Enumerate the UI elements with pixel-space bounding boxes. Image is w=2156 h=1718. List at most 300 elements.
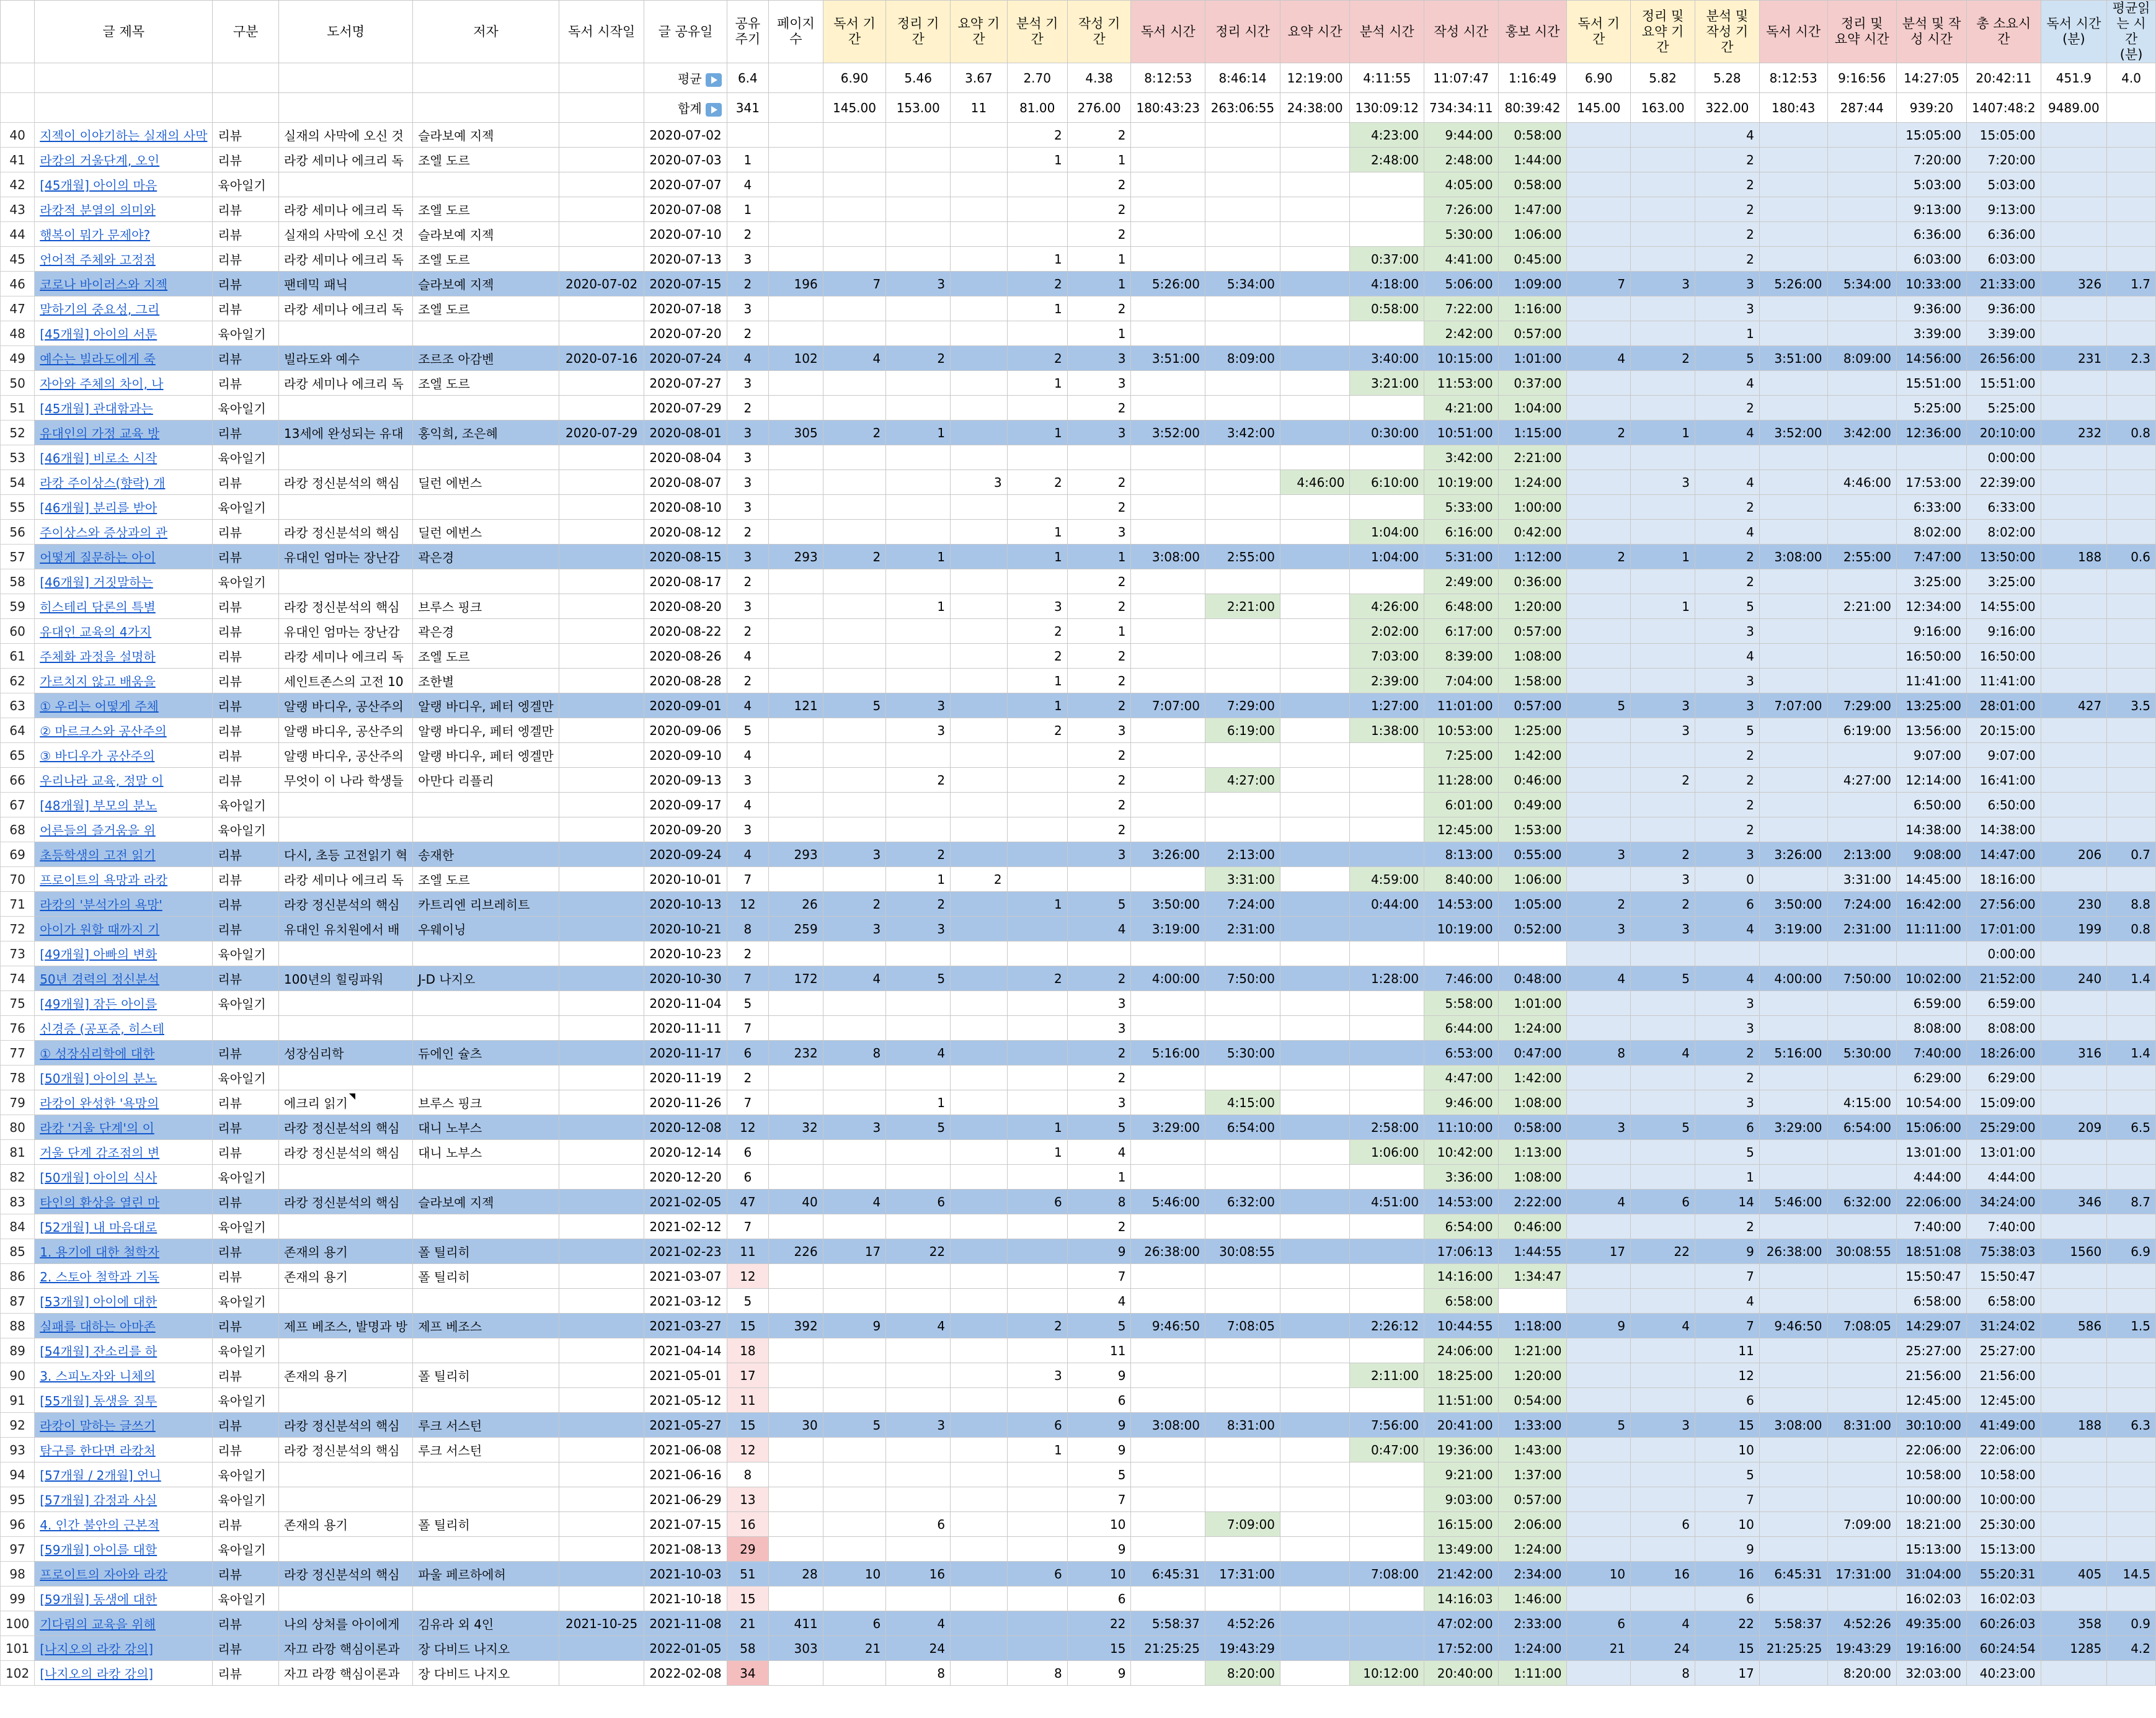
cell[interactable]: 1:05:00	[1498, 892, 1567, 917]
cell[interactable]: 26	[769, 892, 823, 917]
cell[interactable]	[769, 247, 823, 272]
cell[interactable]	[1280, 321, 1350, 346]
cell[interactable]	[1567, 1512, 1631, 1537]
cell[interactable]: 6:54:00	[1827, 1115, 1896, 1140]
cell[interactable]	[1205, 172, 1280, 197]
cell[interactable]: 3	[886, 917, 951, 941]
cell[interactable]	[1205, 1363, 1280, 1388]
cell[interactable]: 15:09:00	[1967, 1090, 2041, 1115]
cell[interactable]	[2107, 569, 2156, 594]
cell[interactable]	[1205, 1066, 1280, 1090]
cell[interactable]: 55:20:31	[1967, 1562, 2041, 1587]
cell[interactable]: 2020-11-19	[644, 1066, 727, 1090]
row-number[interactable]: 75	[1, 991, 35, 1016]
cell[interactable]: 25:27:00	[1896, 1338, 1966, 1363]
row-number[interactable]: 93	[1, 1438, 35, 1462]
row-number[interactable]: 65	[1, 743, 35, 768]
cell[interactable]: 2	[1007, 346, 1067, 371]
cell[interactable]: 1	[1695, 321, 1759, 346]
cell[interactable]: 6	[1567, 1611, 1631, 1636]
cell[interactable]	[1631, 619, 1695, 644]
cell[interactable]	[1280, 197, 1350, 222]
cell[interactable]	[278, 1537, 412, 1562]
cell[interactable]: 1:08:00	[1498, 1090, 1567, 1115]
cell[interactable]	[2107, 495, 2156, 520]
cell[interactable]	[2107, 743, 2156, 768]
cell[interactable]	[1280, 1462, 1350, 1487]
cell[interactable]: 427	[2041, 693, 2107, 718]
cell[interactable]: 17	[1695, 1661, 1759, 1686]
cell[interactable]: 1	[1067, 321, 1131, 346]
cell[interactable]	[1759, 817, 1827, 842]
cell[interactable]	[559, 1239, 644, 1264]
cell[interactable]	[1759, 1016, 1827, 1041]
cell[interactable]: 3	[886, 718, 951, 743]
cell[interactable]: 라캉 정신분석의 핵심	[278, 520, 412, 545]
cell[interactable]	[951, 1190, 1008, 1214]
cell[interactable]: 2	[886, 768, 951, 793]
cell[interactable]: 2:26:12	[1350, 1314, 1424, 1338]
cell[interactable]: 188	[2041, 545, 2107, 569]
cell[interactable]: 8:31:00	[1827, 1413, 1896, 1438]
cell[interactable]: 알랭 바디우, 공산주의	[278, 743, 412, 768]
cell[interactable]: 21:25:25	[1759, 1636, 1827, 1661]
aggregate-cell[interactable]: 5.28	[1695, 63, 1759, 93]
cell[interactable]: 10:19:00	[1424, 917, 1499, 941]
cell[interactable]: 실재의 사막에 오신 것	[278, 222, 412, 247]
cell[interactable]	[1007, 743, 1067, 768]
cell[interactable]: 1:01:00	[1498, 991, 1567, 1016]
cell[interactable]	[886, 669, 951, 693]
cell[interactable]: 1:42:00	[1498, 743, 1567, 768]
cell[interactable]	[1759, 1066, 1827, 1090]
column-header[interactable]: 독서 시간 (분)	[2041, 1, 2107, 63]
cell[interactable]	[2041, 148, 2107, 172]
cell[interactable]: 18:25:00	[1424, 1363, 1499, 1388]
cell[interactable]	[559, 1462, 644, 1487]
cell[interactable]	[769, 396, 823, 421]
row-number[interactable]: 95	[1, 1487, 35, 1512]
aggregate-cell[interactable]: 145.00	[1567, 93, 1631, 123]
aggregate-cell[interactable]: 276.00	[1067, 93, 1131, 123]
cell[interactable]: 1:04:00	[1350, 545, 1424, 569]
post-title-link[interactable]: 말하기의 중요성, 그리	[35, 296, 213, 321]
cell[interactable]	[1827, 793, 1896, 817]
cell[interactable]: 305	[769, 421, 823, 445]
cell[interactable]	[1567, 718, 1631, 743]
cell[interactable]: 2	[1067, 495, 1131, 520]
cell[interactable]: 16:50:00	[1967, 644, 2041, 669]
cell[interactable]	[1131, 1264, 1205, 1289]
cell[interactable]	[886, 1289, 951, 1314]
cell[interactable]: 6.5	[2107, 1115, 2156, 1140]
cell[interactable]: 21:56:00	[1967, 1363, 2041, 1388]
cell[interactable]: 4:41:00	[1424, 247, 1499, 272]
cell[interactable]	[559, 148, 644, 172]
aggregate-cell[interactable]: 14:27:05	[1896, 63, 1966, 93]
cell[interactable]	[2041, 123, 2107, 148]
cell[interactable]: 유대인 유치원에서 배	[278, 917, 412, 941]
cell[interactable]	[1759, 1661, 1827, 1686]
cell[interactable]: 육아일기	[213, 569, 278, 594]
cell[interactable]: 2	[1067, 817, 1131, 842]
cell[interactable]: 0:47:00	[1498, 1041, 1567, 1066]
cell[interactable]: 4	[1067, 1289, 1131, 1314]
cell[interactable]	[951, 793, 1008, 817]
cell[interactable]: 3	[823, 917, 886, 941]
cell[interactable]	[1007, 222, 1067, 247]
cell[interactable]: 알랭 바디우, 공산주의	[278, 693, 412, 718]
cell[interactable]: 2021-05-27	[644, 1413, 727, 1438]
cell[interactable]: 6:58:00	[1896, 1289, 1966, 1314]
cell[interactable]: 3	[1695, 842, 1759, 867]
cell[interactable]	[35, 63, 213, 93]
cell[interactable]: 3:26:00	[1759, 842, 1827, 867]
cell[interactable]	[1007, 1041, 1067, 1066]
cell[interactable]: 아만다 리플리	[413, 768, 559, 793]
cell[interactable]: 25:27:00	[1967, 1338, 2041, 1363]
cell[interactable]: 2021-06-29	[644, 1487, 727, 1512]
cell[interactable]: 22	[1067, 1611, 1131, 1636]
cell[interactable]: 14:56:00	[1896, 346, 1966, 371]
cell[interactable]: 26:38:00	[1759, 1239, 1827, 1264]
cell[interactable]	[1350, 1388, 1424, 1413]
cell[interactable]	[2107, 594, 2156, 619]
cell[interactable]: 3	[1067, 1016, 1131, 1041]
cell[interactable]: 6:19:00	[1827, 718, 1896, 743]
cell[interactable]: 2	[1067, 1066, 1131, 1090]
cell[interactable]: 딜런 에번스	[413, 520, 559, 545]
cell[interactable]	[1567, 247, 1631, 272]
cell[interactable]	[1131, 520, 1205, 545]
cell[interactable]	[769, 1016, 823, 1041]
cell[interactable]	[951, 1090, 1008, 1115]
cell[interactable]	[2107, 941, 2156, 966]
cell[interactable]: 리뷰	[213, 1413, 278, 1438]
post-title-link[interactable]: 라캉적 분열의 의미와	[35, 197, 213, 222]
cell[interactable]: 25:29:00	[1967, 1115, 2041, 1140]
cell[interactable]: 0:00:00	[1967, 445, 2041, 470]
cell[interactable]: 7:50:00	[1205, 966, 1280, 991]
cell[interactable]	[1350, 1636, 1424, 1661]
cell[interactable]	[769, 1165, 823, 1190]
cell[interactable]	[823, 619, 886, 644]
post-title-link[interactable]: 라캉이 말하는 글쓰기	[35, 1413, 213, 1438]
cell[interactable]	[1007, 396, 1067, 421]
cell[interactable]	[1007, 1338, 1067, 1363]
row-number[interactable]: 40	[1, 123, 35, 148]
cell[interactable]	[559, 470, 644, 495]
cell[interactable]: 3	[886, 272, 951, 296]
cell[interactable]: 1:06:00	[1498, 867, 1567, 892]
cell[interactable]: 0:42:00	[1498, 520, 1567, 545]
cell[interactable]: 22	[1631, 1239, 1695, 1264]
cell[interactable]: 15:51:00	[1967, 371, 2041, 396]
cell[interactable]: 4.2	[2107, 1636, 2156, 1661]
cell[interactable]: 6:33:00	[1967, 495, 2041, 520]
cell[interactable]	[1205, 644, 1280, 669]
sum-label[interactable]	[644, 93, 727, 123]
cell[interactable]: 14:29:07	[1896, 1314, 1966, 1338]
cell[interactable]: 1	[886, 867, 951, 892]
cell[interactable]	[1131, 718, 1205, 743]
row-number[interactable]: 74	[1, 966, 35, 991]
cell[interactable]	[886, 1587, 951, 1611]
cell[interactable]: 2	[1067, 569, 1131, 594]
cell[interactable]	[2107, 1537, 2156, 1562]
cell[interactable]	[1567, 817, 1631, 842]
cell[interactable]: 2021-10-03	[644, 1562, 727, 1587]
cell[interactable]: 5:26:00	[1131, 272, 1205, 296]
cell[interactable]	[1567, 123, 1631, 148]
cell[interactable]: 3	[1631, 1413, 1695, 1438]
cell[interactable]	[769, 123, 823, 148]
cell[interactable]	[1631, 1587, 1695, 1611]
cell[interactable]	[1007, 941, 1067, 966]
cell[interactable]	[769, 569, 823, 594]
cell[interactable]	[769, 1090, 823, 1115]
cell[interactable]: J-D 나지오	[413, 966, 559, 991]
cell[interactable]	[2041, 1165, 2107, 1190]
cell[interactable]	[823, 520, 886, 545]
cell[interactable]	[1827, 1537, 1896, 1562]
cell[interactable]: 5	[1067, 1462, 1131, 1487]
cell[interactable]: 육아일기	[213, 1214, 278, 1239]
cell[interactable]	[1827, 1016, 1896, 1041]
cell[interactable]	[1759, 520, 1827, 545]
cell[interactable]	[559, 1190, 644, 1214]
cell[interactable]: 라캉 세미나 에크리 독	[278, 148, 412, 172]
cell[interactable]: 1	[1067, 272, 1131, 296]
cell[interactable]: 4:44:00	[1896, 1165, 1966, 1190]
cell[interactable]: 장 다비드 나지오	[413, 1636, 559, 1661]
cell[interactable]: 2020-08-10	[644, 495, 727, 520]
cell[interactable]: 4	[727, 793, 768, 817]
cell[interactable]	[1205, 817, 1280, 842]
cell[interactable]: 1	[1007, 371, 1067, 396]
cell[interactable]: 8	[727, 917, 768, 941]
cell[interactable]: 1:16:00	[1498, 296, 1567, 321]
cell[interactable]	[559, 495, 644, 520]
row-number[interactable]: 91	[1, 1388, 35, 1413]
cell[interactable]	[1131, 1661, 1205, 1686]
cell[interactable]: 2021-02-23	[644, 1239, 727, 1264]
cell[interactable]	[769, 445, 823, 470]
cell[interactable]: 2021-03-12	[644, 1289, 727, 1314]
cell[interactable]	[2107, 619, 2156, 644]
cell[interactable]	[559, 545, 644, 569]
cell[interactable]: 5:33:00	[1424, 495, 1499, 520]
cell[interactable]: 6:59:00	[1896, 991, 1966, 1016]
cell[interactable]	[413, 569, 559, 594]
cell[interactable]	[769, 718, 823, 743]
cell[interactable]	[1631, 222, 1695, 247]
cell[interactable]: 2022-02-08	[644, 1661, 727, 1686]
cell[interactable]: 5:30:00	[1205, 1041, 1280, 1066]
cell[interactable]: 1:04:00	[1350, 520, 1424, 545]
column-header[interactable]: 독서 시작일	[559, 1, 644, 63]
cell[interactable]	[1067, 941, 1131, 966]
cell[interactable]: 세인트존스의 고전 10	[278, 669, 412, 693]
cell[interactable]	[769, 1338, 823, 1363]
cell[interactable]	[1280, 1587, 1350, 1611]
cell[interactable]	[278, 63, 412, 93]
cell[interactable]	[1827, 396, 1896, 421]
cell[interactable]	[559, 1413, 644, 1438]
cell[interactable]	[769, 1537, 823, 1562]
cell[interactable]: 7:24:00	[1827, 892, 1896, 917]
cell[interactable]: 9	[1067, 1413, 1131, 1438]
cell[interactable]: 2	[727, 669, 768, 693]
cell[interactable]: 3	[1631, 272, 1695, 296]
aggregate-cell[interactable]: 4.0	[2107, 63, 2156, 93]
cell[interactable]	[1007, 768, 1067, 793]
cell[interactable]	[886, 1165, 951, 1190]
cell[interactable]: 17:31:00	[1205, 1562, 1280, 1587]
cell[interactable]	[1280, 346, 1350, 371]
cell[interactable]: 9:16:00	[1896, 619, 1966, 644]
post-title-link[interactable]: [50개월] 아이의 분노	[35, 1066, 213, 1090]
cell[interactable]	[1280, 817, 1350, 842]
cell[interactable]: 5:34:00	[1827, 272, 1896, 296]
cell[interactable]: 4	[727, 693, 768, 718]
cell[interactable]: 5:31:00	[1424, 545, 1499, 569]
row-number[interactable]: 54	[1, 470, 35, 495]
cell[interactable]: 1	[1007, 1438, 1067, 1462]
cell[interactable]	[2041, 247, 2107, 272]
cell[interactable]: 육아일기	[213, 1587, 278, 1611]
cell[interactable]	[2041, 445, 2107, 470]
cell[interactable]	[1205, 148, 1280, 172]
cell[interactable]	[1759, 445, 1827, 470]
cell[interactable]: 10:51:00	[1424, 421, 1499, 445]
row-number[interactable]: 89	[1, 1338, 35, 1363]
cell[interactable]: 6:19:00	[1205, 718, 1280, 743]
cell[interactable]	[2041, 1066, 2107, 1090]
cell[interactable]: 7:20:00	[1896, 148, 1966, 172]
cell[interactable]: 1:06:00	[1498, 222, 1567, 247]
cell[interactable]: 12:45:00	[1967, 1388, 2041, 1413]
cell[interactable]: 육아일기	[213, 1388, 278, 1413]
cell[interactable]: 리뷰	[213, 545, 278, 569]
cell[interactable]	[2107, 867, 2156, 892]
post-title-link[interactable]: ① 우리는 어떻게 주체	[35, 693, 213, 718]
cell[interactable]: 4	[1695, 371, 1759, 396]
cell[interactable]	[1567, 1140, 1631, 1165]
cell[interactable]	[1280, 941, 1350, 966]
cell[interactable]: 리뷰	[213, 768, 278, 793]
aggregate-cell[interactable]: 341	[727, 93, 768, 123]
cell[interactable]: 10	[1567, 1562, 1631, 1587]
cell[interactable]	[951, 743, 1008, 768]
cell[interactable]: 6:50:00	[1967, 793, 2041, 817]
cell[interactable]	[769, 1289, 823, 1314]
cell[interactable]: 리뷰	[213, 1090, 278, 1115]
cell[interactable]: 2:49:00	[1424, 569, 1499, 594]
cell[interactable]	[1067, 445, 1131, 470]
cell[interactable]: 리뷰	[213, 148, 278, 172]
cell[interactable]: 13:01:00	[1967, 1140, 2041, 1165]
cell[interactable]	[1350, 793, 1424, 817]
cell[interactable]: 6	[1007, 1413, 1067, 1438]
cell[interactable]	[1896, 445, 1966, 470]
cell[interactable]	[1631, 1214, 1695, 1239]
aggregate-cell[interactable]: 263:06:55	[1205, 93, 1280, 123]
post-title-link[interactable]: [45개월] 아이의 마음	[35, 172, 213, 197]
cell[interactable]	[559, 1363, 644, 1388]
cell[interactable]: 3:21:00	[1350, 371, 1424, 396]
cell[interactable]: 3	[1067, 421, 1131, 445]
average-label[interactable]	[644, 63, 727, 93]
column-header[interactable]: 정리 시간	[1205, 1, 1280, 63]
cell[interactable]	[559, 1165, 644, 1190]
cell[interactable]: 10	[1067, 1562, 1131, 1587]
aggregate-cell[interactable]: 153.00	[886, 93, 951, 123]
cell[interactable]	[278, 569, 412, 594]
cell[interactable]	[769, 321, 823, 346]
cell[interactable]	[886, 941, 951, 966]
cell[interactable]: 2020-07-29	[644, 396, 727, 421]
cell[interactable]: 2	[1067, 743, 1131, 768]
cell[interactable]	[1007, 1016, 1067, 1041]
cell[interactable]: 206	[2041, 842, 2107, 867]
cell[interactable]	[2041, 1264, 2107, 1289]
cell[interactable]: 2	[1007, 123, 1067, 148]
post-title-link[interactable]: [50개월] 아이의 식사	[35, 1165, 213, 1190]
cell[interactable]	[1567, 445, 1631, 470]
cell[interactable]: 1	[886, 421, 951, 445]
cell[interactable]: 9:13:00	[1896, 197, 1966, 222]
cell[interactable]: 라캉 정신분석의 핵심	[278, 594, 412, 619]
cell[interactable]: 4	[823, 346, 886, 371]
cell[interactable]	[1205, 1165, 1280, 1190]
cell[interactable]: 3:08:00	[1131, 545, 1205, 569]
cell[interactable]: 15	[727, 1587, 768, 1611]
cell[interactable]	[769, 619, 823, 644]
cell[interactable]: 15	[1695, 1413, 1759, 1438]
cell[interactable]: 303	[769, 1636, 823, 1661]
cell[interactable]	[1350, 743, 1424, 768]
aggregate-cell[interactable]: 322.00	[1695, 93, 1759, 123]
cell[interactable]: 14:38:00	[1896, 817, 1966, 842]
cell[interactable]: 2	[727, 569, 768, 594]
cell[interactable]	[886, 1338, 951, 1363]
cell[interactable]: 2	[823, 892, 886, 917]
cell[interactable]: 라캉 정신분석의 핵심	[278, 1190, 412, 1214]
cell[interactable]	[1131, 1165, 1205, 1190]
cell[interactable]	[1205, 495, 1280, 520]
cell[interactable]: 9:46:50	[1131, 1314, 1205, 1338]
cell[interactable]	[951, 594, 1008, 619]
aggregate-cell[interactable]: 180:43	[1759, 93, 1827, 123]
cell[interactable]: 알랭 바디우, 페터 엥겔만	[413, 693, 559, 718]
cell[interactable]: 2020-11-04	[644, 991, 727, 1016]
cell[interactable]: 188	[2041, 1413, 2107, 1438]
cell[interactable]: 1:13:00	[1498, 1140, 1567, 1165]
cell[interactable]	[886, 1462, 951, 1487]
cell[interactable]	[823, 1016, 886, 1041]
cell[interactable]	[278, 445, 412, 470]
cell[interactable]: 2:21:00	[1498, 445, 1567, 470]
cell[interactable]: 5	[1567, 1413, 1631, 1438]
cell[interactable]: 4	[727, 842, 768, 867]
cell[interactable]	[1827, 619, 1896, 644]
aggregate-cell[interactable]: 80:39:42	[1498, 93, 1567, 123]
cell[interactable]: 3	[1067, 991, 1131, 1016]
cell[interactable]: 1:42:00	[1498, 1066, 1567, 1090]
cell[interactable]: 7:07:00	[1759, 693, 1827, 718]
cell[interactable]: 1	[1007, 520, 1067, 545]
